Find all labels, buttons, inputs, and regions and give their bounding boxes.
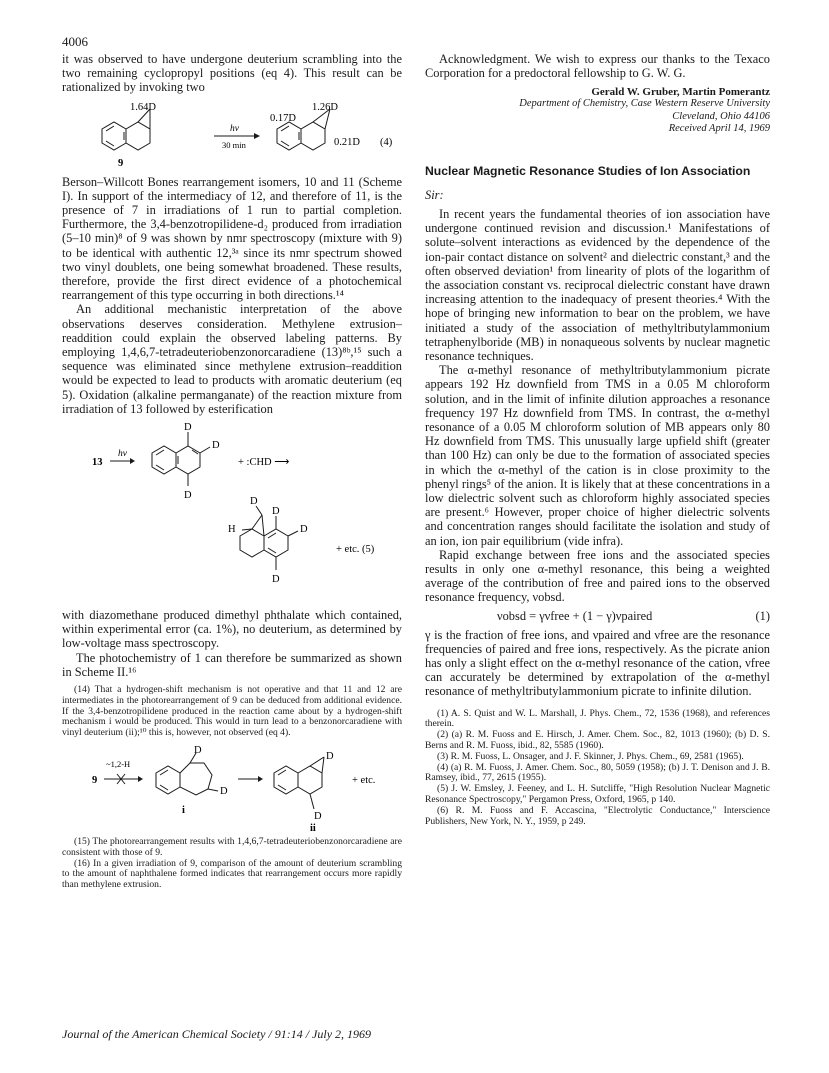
eq5-compound-13: 13 — [92, 457, 103, 469]
reference-2: (2) (a) R. M. Fuoss and E. Hirsch, J. Amer. Chem. Soc., 82, 1013 (1960); (b) D. S. Berns and R. M. Fuoss, ibid., 82, 5585 (1960). — [425, 729, 770, 751]
right-column — [425, 52, 770, 827]
footnote-16: (16) In a given irradiation of 9, comparison of the amount of deuterium scrambling to the amount of naphthalene formed indicates that rearrangement occurs more rapidly than methylene extrusion. — [62, 857, 402, 891]
footnote-14-scheme — [62, 745, 402, 833]
equation-1 — [425, 609, 770, 624]
equation-1-number: (1) — [755, 608, 770, 623]
eqi-label-ii: ii — [310, 823, 316, 834]
eq4-label-1: 1.64D — [130, 101, 156, 113]
left-paragraph-4: with diazomethane produced dimethyl phthalate which contained, within experimental error (ca. 1%), no deuterium, as determined by low-voltage mass spectroscopy. — [62, 608, 402, 651]
eq5-d-right: D — [212, 440, 220, 452]
equation-5-structures — [62, 420, 402, 602]
equation-4-structures — [62, 99, 402, 169]
left-paragraph-3: An additional mechanistic interpretation of the above observations deserves consideration. Methylene extrusion–readdition could explain the observed labeling patterns. By employing 1,4,6,7-tetradeuteriobenzonorcaradiene (13)⁸ᵇ,¹⁵ such a sequence was eliminated since methylene extrusion–readdition would be expected to lead to products with aromatic deuterium (eq 5). Oxidation (alkaline permanganate) of the reaction mixture from irradiation of 13 followed by esterification — [62, 302, 402, 416]
reference-3: (3) R. M. Fuoss, L. Onsager, and J. F. Skinner, J. Phys. Chem., 69, 2581 (1965). — [437, 750, 744, 762]
reference-6: (6) R. M. Fuoss and F. Accascina, "Electrolytic Conductance," Interscience Publishers, New York, N. Y., 1959, p 249. — [425, 804, 770, 827]
left-column — [62, 52, 402, 891]
eq4-arrow-top: hν — [230, 123, 239, 134]
authors: Gerald W. Gruber, Martin Pomerantz — [591, 86, 770, 99]
reference-5: (5) J. W. Emsley, J. Feeney, and L. H. Sutcliffe, "High Resolution Nuclear Magnetic Resonance Spectroscopy," Pergamon Press, Oxford, 1965, p 140. — [425, 783, 770, 805]
eq5-d-top: D — [184, 422, 192, 434]
reference-1: (1) A. S. Quist and W. L. Marshall, J. Phys. Chem., 72, 1536 (1968), and references therein. — [425, 707, 770, 730]
eqi-d-ii-top: D — [326, 751, 334, 763]
eq5-plus-etc: + etc. (5) — [336, 544, 375, 556]
eqi-d-i-right: D — [220, 786, 228, 798]
eq4-label-4: 0.21D — [334, 136, 360, 148]
right-paragraph-1: In recent years the fundamental theories of ion association have undergone continued revision and discussion.¹ Manifestations of solute–solvent interactions as evidenced by the dependence of the ion-pair contact distance on solvent² and dielectric constant,³ and the often observed deviation¹ from linearity of plots of the logarithm of the association constant vs. reciprocal dielectric constant have drawn increasing attention to the inadequacy of present theories.⁴ With the hope of bringing new information to bear on the problem, we have initiated a study of the association of methyltributylammonium tetraphenylboride (MB) in nonaqueous solvents by nuclear magnetic resonance techniques. — [425, 206, 770, 363]
footnote-14-structures — [62, 745, 402, 833]
eq4-compound-9: 9 — [118, 157, 124, 169]
references — [425, 709, 770, 828]
article-title: Nuclear Magnetic Resonance Studies of Ion Association — [425, 163, 751, 178]
journal-footer: Journal of the American Chemical Society / 91:14 / July 2, 1969 — [62, 1027, 372, 1041]
acknowledgment: Acknowledgment. We wish to express our thanks to the Texaco Corporation for a predoctoral fellowship to G. W. G. — [425, 52, 770, 81]
page-number: 4006 — [62, 34, 88, 49]
salutation: Sir: — [425, 187, 444, 202]
eqi-etc: + etc. — [352, 775, 376, 787]
footnote-15: (15) The photorearrangement results with 1,4,6,7-tetradeuteriobenzonorcaradiene are consistent with those of 9. — [62, 836, 402, 858]
eq4-number: (4) — [380, 136, 393, 148]
eqi-label-i: i — [182, 805, 185, 817]
left-paragraph-2: Berson–Willcott Bones rearrangement isomers, 10 and 11 (Scheme I). In support of the intermediacy of 12, and therefore of 11, is the presence of 7 in irradiations of 1 run to partial completion. Furthermore, the 3,4-benzotropilidene-d₂ produced from irradiation (5–10 min)⁸ of 9 was shown by nmr spectroscopy (mixture with 9) to be identical with authentic 12,³ᵃ since its nmr spectrum showed two vinyl doublets, one being somewhat broadened. These results, therefore, provide the first direct evidence of a photochemical rearrangement of this type occurring in both directions.¹⁴ — [62, 174, 402, 303]
eq5-d-2a: D — [250, 496, 258, 508]
eqi-d-i-top: D — [194, 745, 202, 757]
eq5-h: H — [228, 524, 236, 536]
eq4-arrow-bottom: 30 min — [222, 139, 246, 150]
right-paragraph-4: γ is the fraction of free ions, and νpaired and νfree are the resonance frequencies of paired and free ions, respectively. As the picrate anion has only a slight effect on the α-methyl resonance of the cation, νfree can accurately be determined by extrapolation of the α-methyl resonance of methyltributylammonium picrate to infinite dilution. — [425, 627, 770, 699]
eqi-d-ii-bottom: D — [314, 811, 322, 823]
affiliation-city: Cleveland, Ohio 44106 — [672, 110, 770, 122]
equation-5-scheme — [62, 420, 402, 602]
affiliation-department: Department of Chemistry, Case Western Reserve University — [519, 98, 770, 110]
left-paragraph-1: it was observed to have undergone deuterium scrambling into the two remaining cyclopropyl positions (eq 4). This result can be rationalized by invoking two — [62, 52, 402, 95]
eq5-d-2d: D — [272, 574, 280, 586]
eq5-plus-chd: + :CHD ⟶ — [238, 457, 290, 469]
eqi-shift: ~1,2-H — [106, 759, 131, 770]
eq5-d-2c: D — [300, 524, 308, 536]
eqi-compound-9: 9 — [92, 775, 98, 787]
equation-1-expression: νobsd = γνfree + (1 − γ)νpaired — [497, 608, 653, 623]
equation-4-scheme — [62, 99, 402, 169]
right-paragraph-3: Rapid exchange between free ions and the associated species results in only one α-methyl resonance, this being a weighted average of the contribution of free and paired ions to the observed resonance frequency, νobsd. — [425, 547, 770, 605]
eq5-d-bottom: D — [184, 490, 192, 502]
reference-4: (4) (a) R. M. Fuoss, J. Amer. Chem. Soc., 80, 5059 (1958); (b) J. T. Denison and J. B. Ramsey, ibid., 77, 2615 (1955). — [425, 761, 770, 784]
received-date: Received April 14, 1969 — [668, 123, 770, 135]
eq4-label-2: 1.26D — [312, 101, 338, 113]
left-paragraph-5: The photochemistry of 1 can therefore be summarized as shown in Scheme II.¹⁶ — [62, 650, 402, 679]
eq5-d-2b: D — [272, 506, 280, 518]
right-paragraph-2: The α-methyl resonance of methyltributylammonium picrate appears 192 Hz downfield from TMS in a 0.05 M chloroform solution, and in the limit of infinite dilution approaches a resonance frequency 197 Hz downfield from TMS. In contrast, the α-methyl resonance of a 0.05 M chloroform solution of MB appears only 80 Hz downfield from TMS. This unusually large upfield shift (greater than 100 Hz) can only be due to the formation of associated species in which the α-methyl of the cation is in close proximity to the phenyl rings⁵ of the anion. It is likely that at these concentrations in a low dielectric solvent such as chloroform highly associated species are present.⁶ However, proper choice of higher dielectric solvents and concentration ranges should facilitate the isolation and study of an ion, ion pair equilibrium (vide infra). — [425, 363, 770, 548]
footnote-14: (14) That a hydrogen-shift mechanism is not operative and that 11 and 12 are intermediates in the photorearrangement of 9 can be deduced from additional evidence. If the 3,4-benzotropilidene produced in the reaction came about by a hydrogen-shift mechanism i would be produced. This would in turn lead to a benzonorcaradiene with vinyl deuterium (ii);¹⁰ this is, however, not observed (eq 4). — [62, 684, 402, 739]
eq5-arrow-top: hν — [118, 449, 127, 460]
eq4-label-3: 0.17D — [270, 112, 296, 124]
